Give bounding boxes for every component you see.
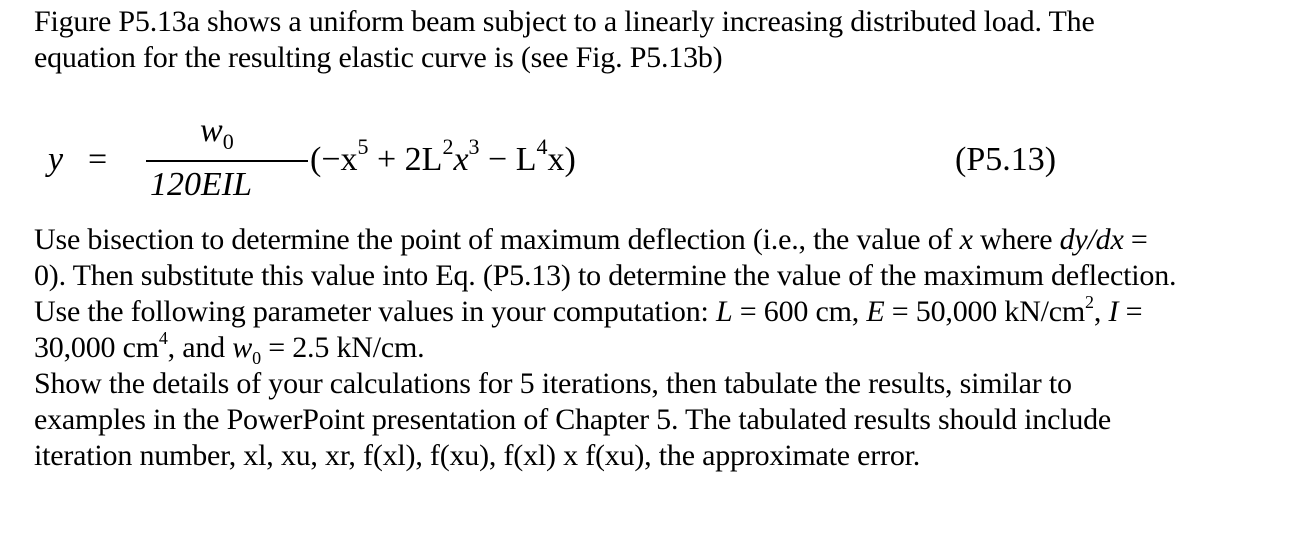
body-line-7: iteration number, xl, xu, xr, f(xl), f(xu), f(xl) x f(xu), the approximate error.: [34, 439, 921, 472]
equation-numerator: $w_0$: [200, 112, 234, 154]
body-line-2: 0). Then substitute this value into Eq. (P5.13) to determine the value of the maximum deflection.: [34, 259, 1177, 292]
equation-equals: =: [88, 141, 108, 178]
fraction-bar: [146, 160, 308, 162]
equation-body: $(-x^5 + 2L^2x^3 - L^4x)$: [310, 133, 576, 178]
intro-line-2: equation for the resulting elastic curve is (see Fig. P5.13b): [34, 41, 723, 74]
body-line-4: 30,000 $cm^4$, and $w_0 = 2.5$ kN/cm.: [34, 328, 425, 368]
intro-line-1: Figure P5.13a shows a uniform beam subject to a linearly increasing distributed load. The: [34, 5, 1095, 38]
body-line-1: Use bisection to determine the point of maximum deflection (i.e., the value of x where dy/dx =: [34, 223, 1148, 256]
equation-number: (P5.13): [955, 141, 1057, 178]
equation-lhs: y: [48, 141, 64, 178]
body-line-6: examples in the PowerPoint presentation of Chapter 5. The tabulated results should include: [34, 403, 1112, 436]
body-line-5: Show the details of your calculations for 5 iterations, then tabulate the results, similar to: [34, 367, 1072, 400]
body-line-3: Use the following parameter values in your computation: L = 600 cm, E = 50,000 $kN/cm^2$, I =: [34, 292, 1143, 328]
equation-denominator: 120EIL: [150, 166, 252, 203]
